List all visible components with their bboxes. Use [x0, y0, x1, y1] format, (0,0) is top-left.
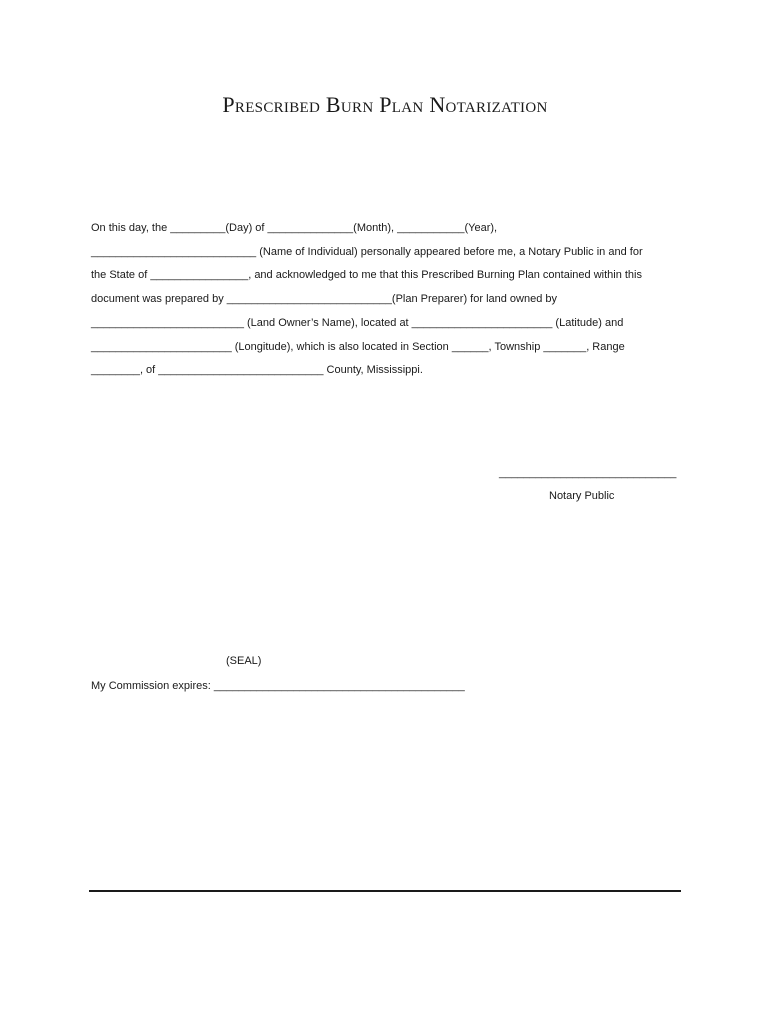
body-line-5: _________________________ (Land Owner’s Name), located at _______________________ (Latitude) and — [91, 317, 624, 329]
document-title: Prescribed Burn Plan Notarization — [222, 92, 548, 117]
notary-signature-line: _____________________________ — [499, 467, 677, 479]
commission-expires-line: My Commission expires: _________________________________________ — [91, 680, 465, 692]
notary-public-label: Notary Public — [549, 490, 615, 502]
body-line-7: ________, of ___________________________ County, Mississippi. — [91, 364, 423, 376]
body-line-3: the State of ________________, and acknowledged to me that this Prescribed Burning Plan contained within this — [91, 269, 642, 281]
seal-label: (SEAL) — [226, 655, 262, 667]
body-line-6: _______________________ (Longitude), which is also located in Section ______, Township _______, Range — [91, 341, 625, 353]
body-line-4: document was prepared by ___________________________(Plan Preparer) for land owned by — [91, 293, 558, 305]
footer-divider — [89, 890, 681, 892]
body-line-1: On this day, the _________(Day) of ______________(Month), ___________(Year), — [91, 222, 498, 234]
body-line-2: ___________________________ (Name of Individual) personally appeared before me, a Notary Public in and for — [91, 246, 643, 258]
